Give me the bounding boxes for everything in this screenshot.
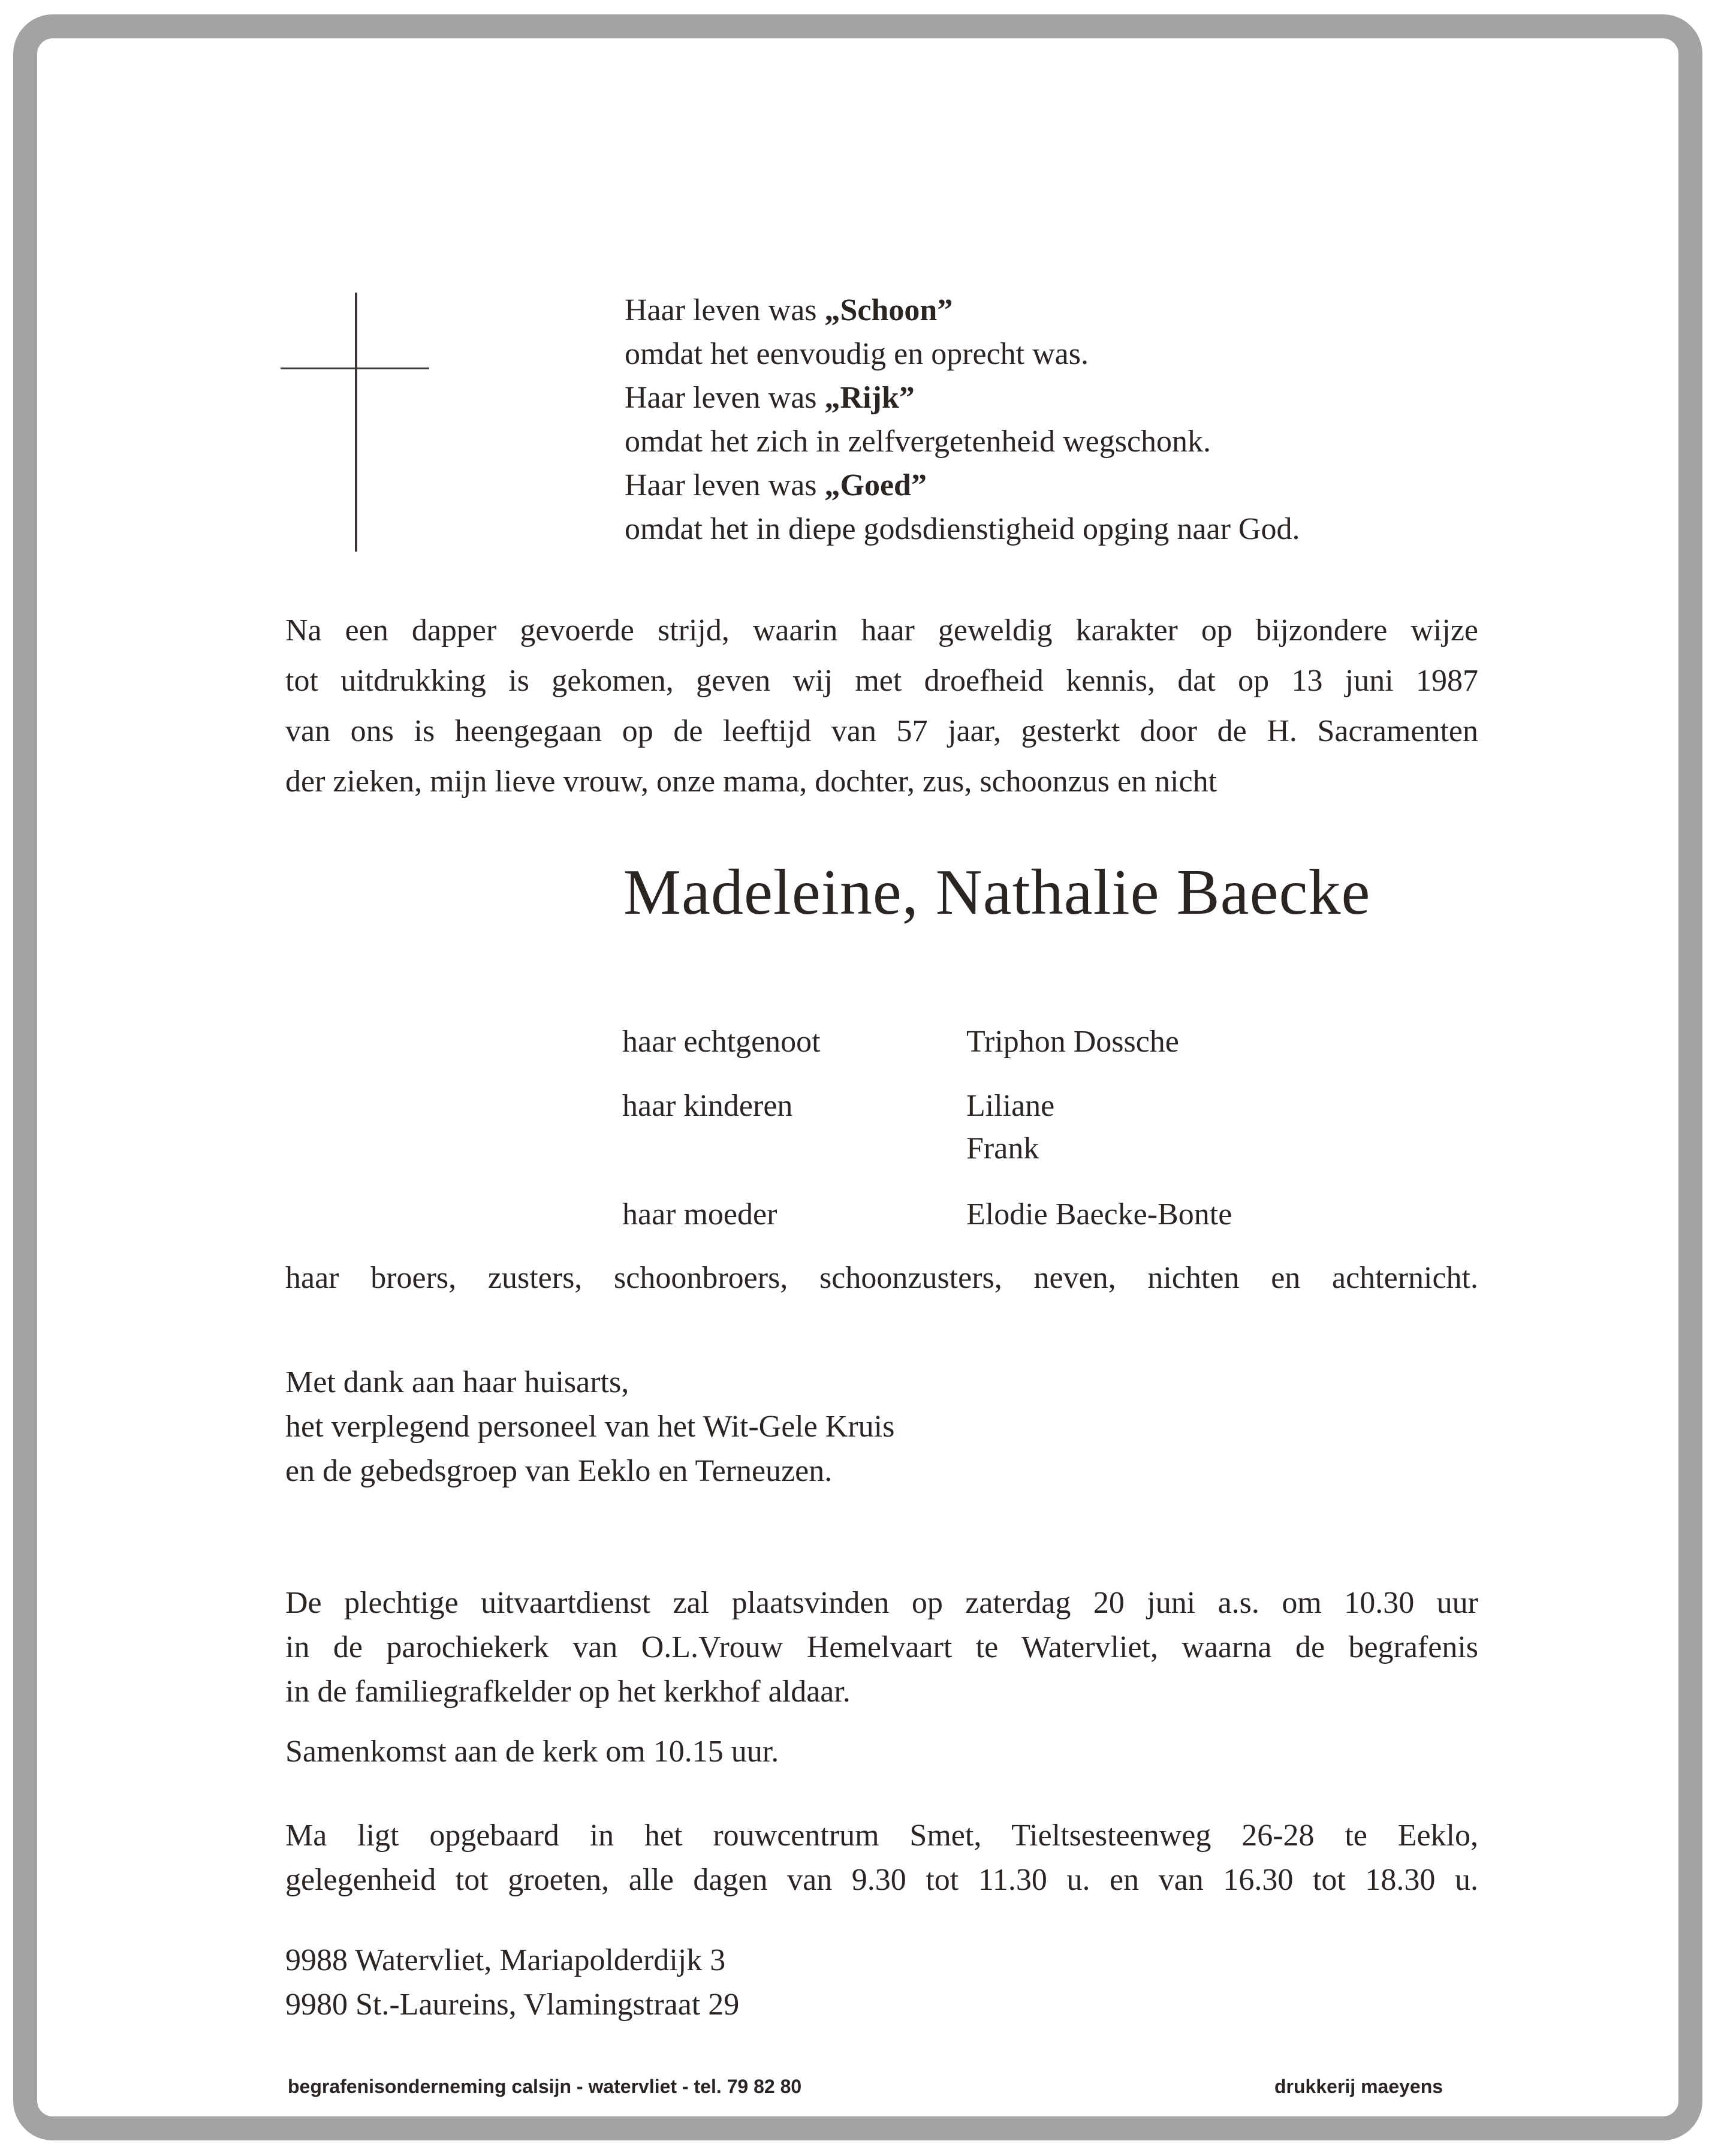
service-line: De plechtige uitvaartdienst zal plaatsvinden op zaterdag 20 juni a.s. om 10.30 uur xyxy=(285,1586,1478,1620)
funeral-home-credit: begrafenisonderneming calsijn - watervliet - tel. 79 82 80 xyxy=(288,2076,802,2097)
deceased-name: Madeleine, Nathalie Baecke xyxy=(623,857,1371,928)
announcement-line: der zieken, mijn lieve vrouw, onze mama, dochter, zus, schoonzus en nicht xyxy=(285,764,1217,799)
cross-vertical xyxy=(355,293,357,552)
service-line: in de parochiekerk van O.L.Vrouw Hemelvaart te Watervliet, waarna de begrafenis xyxy=(285,1630,1478,1664)
cross-horizontal xyxy=(281,368,429,369)
address-line: 9988 Watervliet, Mariapolderdijk 3 xyxy=(285,1943,726,1977)
other-relatives: haar broers, zusters, schoonbroers, schoonzusters, neven, nichten en achternicht. xyxy=(285,1261,1478,1295)
mother-label: haar moeder xyxy=(622,1197,777,1231)
announcement-line: van ons is heengegaan op de leeftijd van 57 jaar, gesterkt door de H. Sacramenten xyxy=(285,714,1478,748)
viewing-line: Ma ligt opgebaard in het rouwcentrum Smet, Tieltsesteenweg 26-28 te Eeklo, xyxy=(285,1818,1478,1853)
poem-line: omdat het in diepe godsdienstigheid opging naar God. xyxy=(625,512,1300,546)
spouse-label: haar echtgenoot xyxy=(622,1025,821,1059)
mother-name: Elodie Baecke-Bonte xyxy=(966,1197,1232,1231)
children-label: haar kinderen xyxy=(622,1089,793,1123)
announcement-line: tot uitdrukking is gekomen, geven wij met droefheid kennis, dat op 13 juni 1987 xyxy=(285,664,1478,698)
announcement-line: Na een dapper gevoerde strijd, waarin haar geweldig karakter op bijzondere wijze xyxy=(285,613,1478,648)
poem-line: Haar leven was „Rijk” xyxy=(625,381,915,415)
poem-line: omdat het zich in zelfvergetenheid wegschonk. xyxy=(625,424,1211,459)
spouse-name: Triphon Dossche xyxy=(966,1025,1179,1059)
printer-credit: drukkerij maeyens xyxy=(1274,2076,1443,2097)
poem-line: Haar leven was „Goed” xyxy=(625,468,927,502)
thanks-line: Met dank aan haar huisarts, xyxy=(285,1365,629,1399)
poem-line: omdat het eenvoudig en oprecht was. xyxy=(625,337,1089,371)
child-name: Liliane xyxy=(966,1089,1055,1123)
child-name: Frank xyxy=(966,1131,1039,1166)
service-line: in de familiegrafkelder op het kerkhof aldaar. xyxy=(285,1675,851,1709)
thanks-line: en de gebedsgroep van Eeklo en Terneuzen. xyxy=(285,1454,833,1488)
poem-line: Haar leven was „Schoon” xyxy=(625,293,953,327)
gathering-time: Samenkomst aan de kerk om 10.15 uur. xyxy=(285,1735,779,1769)
thanks-line: het verplegend personeel van het Wit-Gele Kruis xyxy=(285,1410,895,1444)
address-line: 9980 St.-Laureins, Vlamingstraat 29 xyxy=(285,1988,740,2022)
viewing-line: gelegenheid tot groeten, alle dagen van 9.30 tot 11.30 u. en van 16.30 tot 18.30 u. xyxy=(285,1863,1478,1897)
